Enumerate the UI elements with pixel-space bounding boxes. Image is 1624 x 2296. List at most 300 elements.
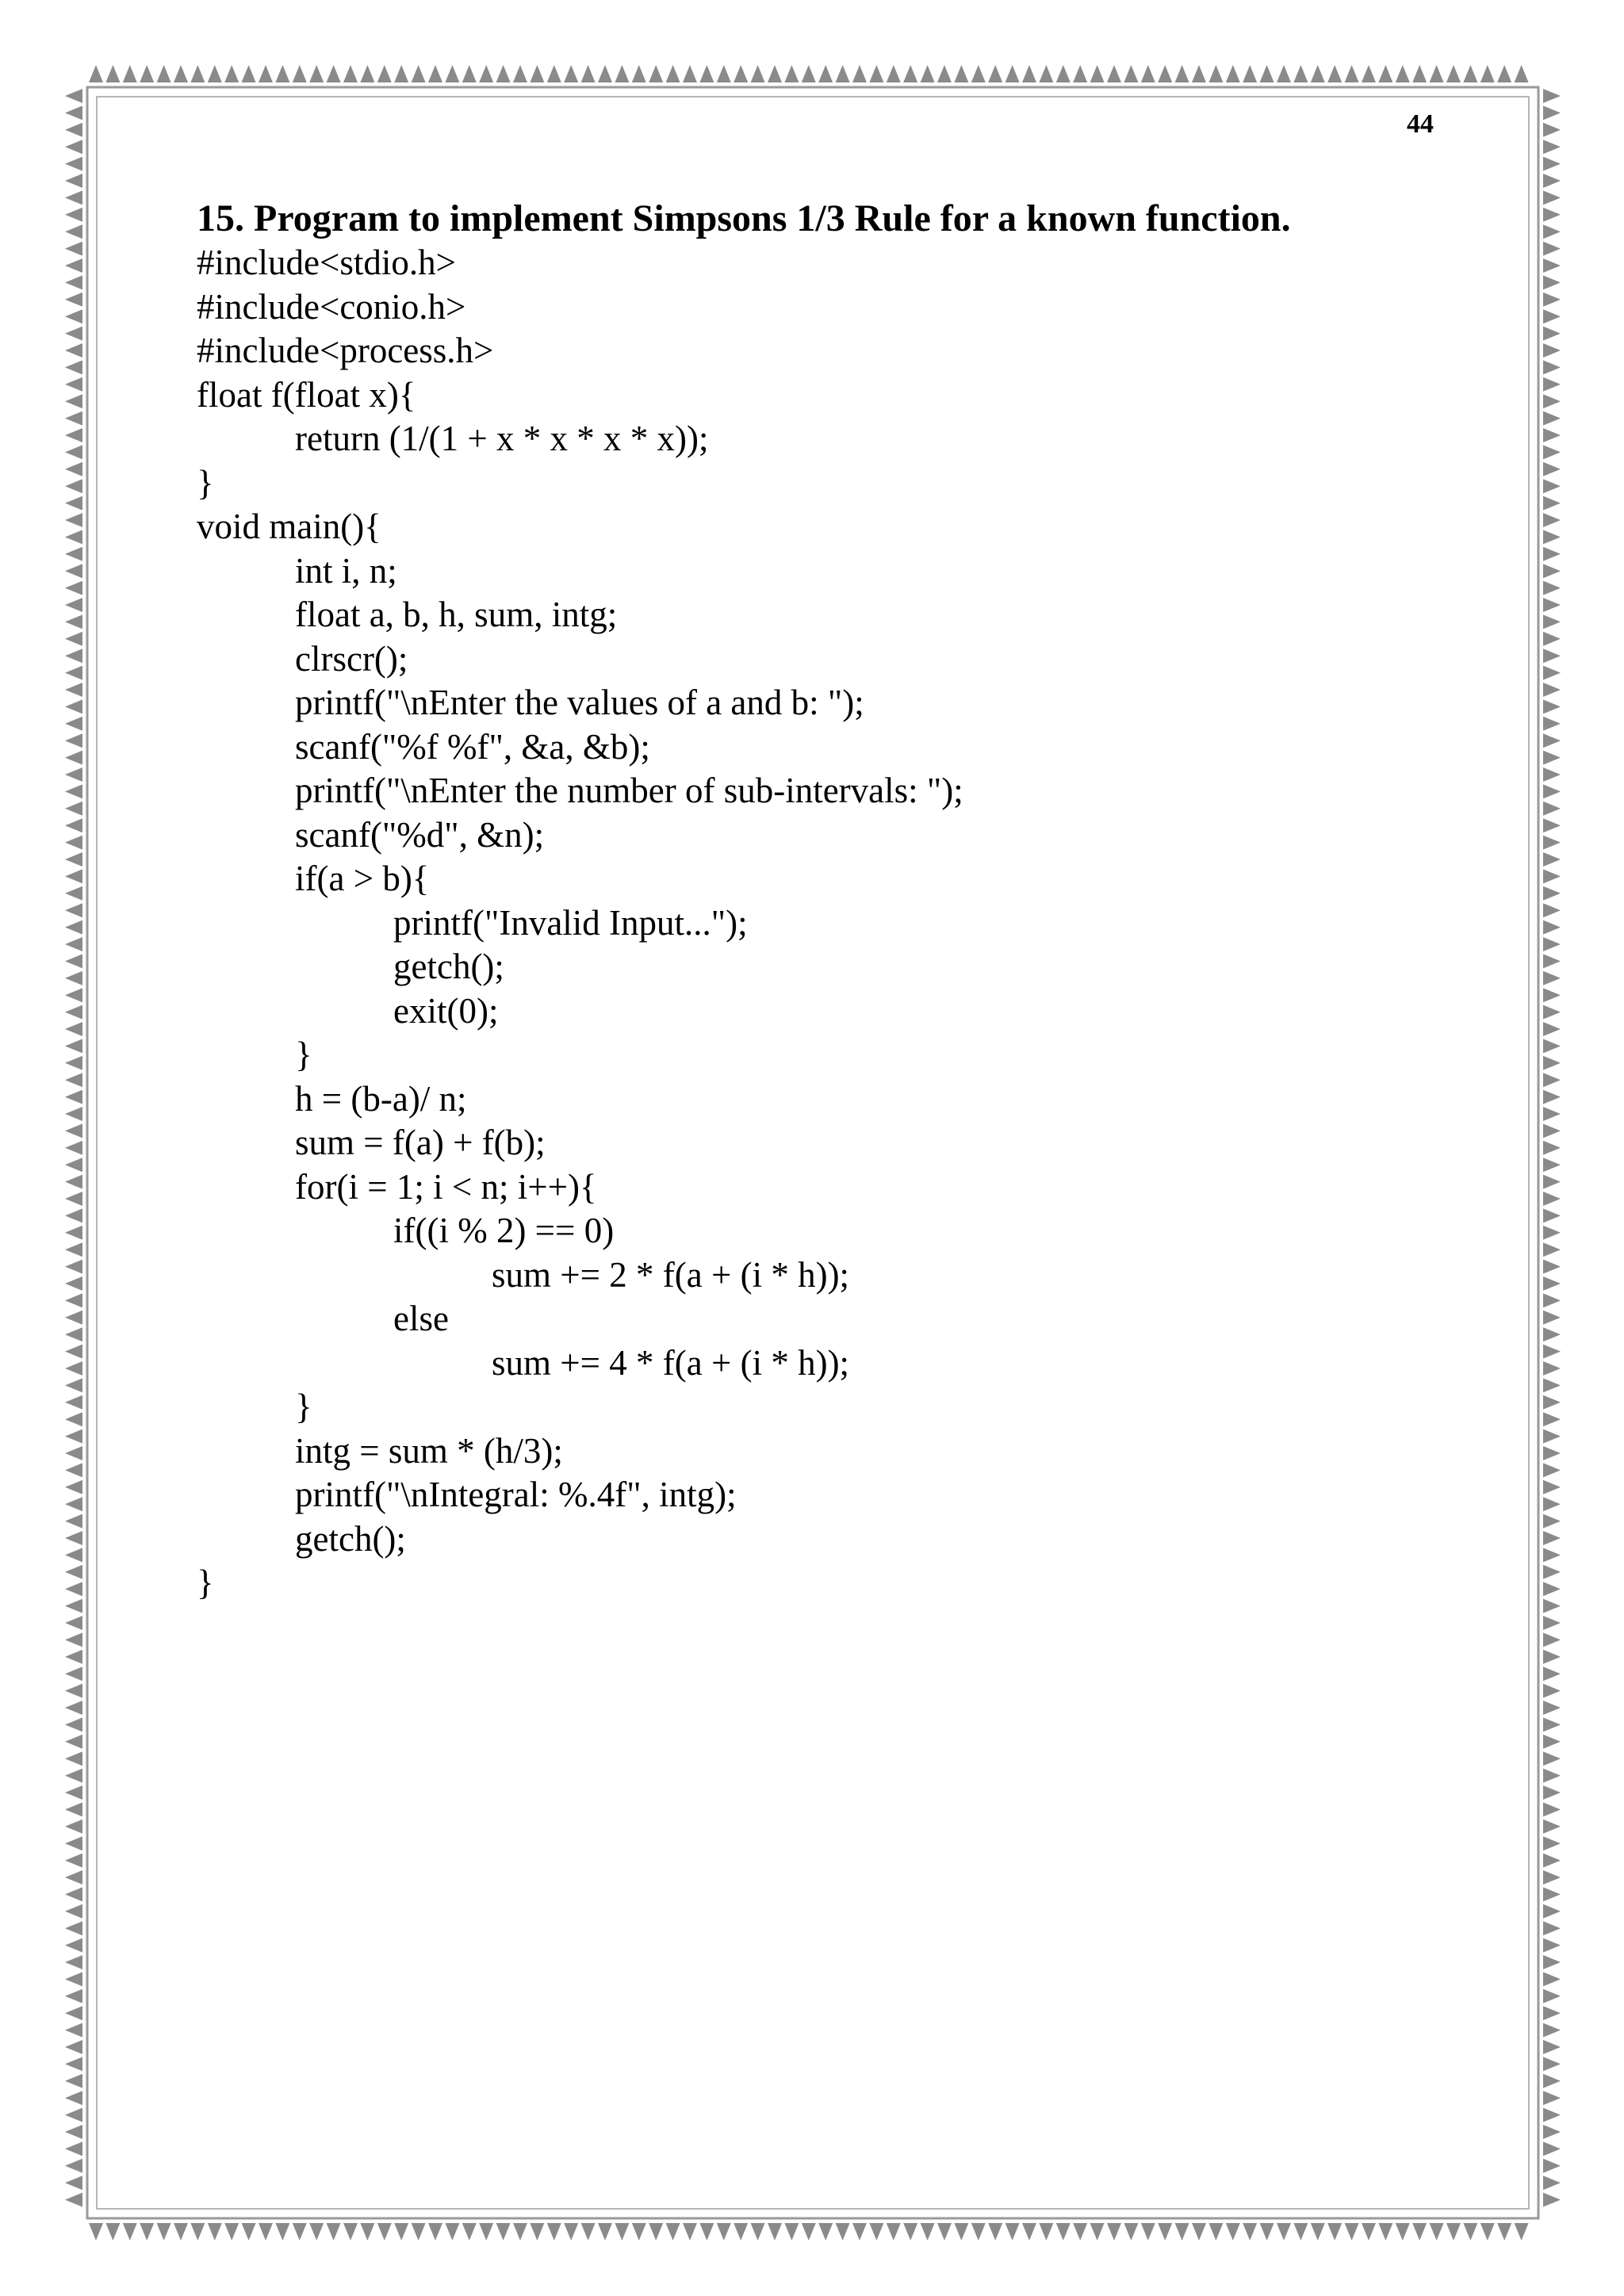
border-triangle — [1543, 360, 1561, 374]
border-triangle — [1497, 2223, 1511, 2241]
border-triangle — [65, 1972, 82, 1986]
border-triangle — [462, 2223, 477, 2241]
code-line: exit(0); — [393, 990, 499, 1031]
border-triangle — [1543, 751, 1561, 765]
border-triangle — [1543, 1887, 1561, 1901]
border-triangle — [65, 123, 82, 137]
border-triangle — [1124, 2223, 1138, 2241]
border-triangle — [1543, 1955, 1561, 1969]
border-triangle — [1311, 2223, 1325, 2241]
code-line: if(a > b){ — [295, 859, 430, 898]
border-triangle — [802, 65, 816, 82]
border-triangle — [615, 2223, 629, 2241]
border-triangle — [1543, 767, 1561, 782]
border-triangle — [1208, 2223, 1223, 2241]
border-triangle — [1543, 428, 1561, 442]
border-triangle — [768, 2223, 782, 2241]
border-triangle — [140, 65, 154, 82]
border-triangle — [1543, 2074, 1561, 2088]
border-triangle — [65, 1022, 82, 1036]
border-triangle — [1543, 598, 1561, 612]
border-triangle — [65, 157, 82, 171]
border-triangle — [65, 717, 82, 731]
border-triangle — [598, 2223, 612, 2241]
border-triangle — [699, 65, 714, 82]
border-triangle — [65, 1497, 82, 1511]
border-triangle — [309, 2223, 324, 2241]
border-triangle — [65, 496, 82, 511]
code-line: } — [295, 1387, 312, 1426]
border-triangle — [1515, 65, 1529, 82]
code-line: else — [393, 1299, 449, 1338]
border-triangle — [869, 65, 883, 82]
border-triangle — [65, 513, 82, 527]
border-triangle — [1543, 462, 1561, 476]
border-triangle — [1543, 2175, 1561, 2190]
border-triangle — [65, 632, 82, 646]
border-triangle — [1543, 327, 1561, 341]
code-line: printf("\nEnter the number of sub-intervals: "); — [295, 771, 963, 810]
border-triangle — [1543, 1480, 1561, 1494]
border-triangle — [377, 65, 392, 82]
border-triangle — [1543, 242, 1561, 256]
border-triangle — [65, 1446, 82, 1460]
border-triangle — [1543, 140, 1561, 154]
code-line: printf("Invalid Input..."); — [393, 902, 748, 943]
border-triangle — [65, 683, 82, 697]
border-triangle — [852, 65, 867, 82]
border-triangle — [1543, 1260, 1561, 1274]
border-triangle — [65, 1395, 82, 1410]
border-triangle — [1543, 1565, 1561, 1579]
border-triangle — [1543, 411, 1561, 426]
border-triangle — [1543, 1735, 1561, 1749]
border-triangle — [105, 2223, 120, 2241]
border-triangle — [1543, 377, 1561, 392]
border-triangle — [1543, 2091, 1561, 2105]
border-triangle — [615, 65, 629, 82]
border-triangle — [1543, 1123, 1561, 1138]
border-triangle — [1260, 2223, 1274, 2241]
border-triangle — [1543, 1378, 1561, 1392]
border-triangle — [1480, 65, 1495, 82]
border-triangle — [65, 1378, 82, 1392]
border-triangle — [65, 1345, 82, 1359]
border-triangle — [1158, 2223, 1172, 2241]
border-triangle — [65, 208, 82, 222]
border-triangle — [65, 2074, 82, 2088]
border-triangle — [1543, 784, 1561, 798]
border-triangle — [1362, 65, 1376, 82]
border-triangle — [1543, 903, 1561, 917]
border-triangle — [65, 1921, 82, 1935]
border-triangle — [1543, 1599, 1561, 1613]
border-triangle — [65, 1870, 82, 1885]
border-triangle — [343, 65, 358, 82]
border-triangle — [513, 2223, 527, 2241]
border-triangle — [1412, 65, 1427, 82]
border-triangle — [65, 1717, 82, 1732]
border-triangle — [1192, 2223, 1206, 2241]
border-triangle — [717, 2223, 731, 2241]
code-line: sum += 2 * f(a + (i * h)); — [492, 1254, 850, 1295]
border-triangle — [1107, 2223, 1121, 2241]
border-triangle — [1543, 666, 1561, 680]
border-triangle — [65, 428, 82, 442]
border-triangle — [1543, 1429, 1561, 1444]
border-triangle — [1293, 65, 1308, 82]
border-triangle — [1543, 157, 1561, 171]
border-triangle — [1260, 65, 1274, 82]
border-triangle — [65, 1751, 82, 1766]
border-triangle — [971, 2223, 986, 2241]
border-triangle — [65, 377, 82, 392]
border-triangle — [65, 1412, 82, 1426]
border-triangle — [1056, 65, 1071, 82]
page-number: 44 — [1407, 109, 1434, 139]
border-triangle — [581, 2223, 596, 2241]
border-triangle — [1226, 65, 1240, 82]
border-triangle — [65, 1208, 82, 1223]
code-line: printf("\nIntegral: %.4f", intg); — [295, 1475, 737, 1514]
border-triangle — [242, 2223, 256, 2241]
border-triangle — [666, 65, 680, 82]
code-line: } — [197, 462, 214, 503]
border-triangle — [1543, 954, 1561, 968]
border-triangle — [1543, 2193, 1561, 2207]
border-triangle — [547, 65, 561, 82]
border-triangle — [412, 2223, 426, 2241]
border-triangle — [1293, 2223, 1308, 2241]
border-triangle — [1543, 1022, 1561, 1036]
code-line: } — [295, 1035, 312, 1074]
border-triangle — [818, 65, 833, 82]
border-triangle — [157, 65, 171, 82]
border-triangle — [836, 65, 850, 82]
border-triangle — [309, 65, 324, 82]
border-triangle — [1543, 1463, 1561, 1477]
border-triangle — [123, 2223, 137, 2241]
border-triangle — [1073, 2223, 1087, 2241]
border-triangle — [65, 903, 82, 917]
border-triangle — [65, 1701, 82, 1715]
border-triangle — [1543, 513, 1561, 527]
border-triangle — [65, 836, 82, 850]
code-line: getch(); — [393, 947, 504, 986]
border-triangle — [65, 1785, 82, 1800]
border-triangle — [89, 2223, 103, 2241]
border-triangle — [65, 733, 82, 748]
border-triangle — [1208, 65, 1223, 82]
border-triangle — [1497, 65, 1511, 82]
border-triangle — [293, 65, 307, 82]
border-triangle — [65, 2023, 82, 2038]
border-triangle — [242, 65, 256, 82]
border-triangle — [65, 258, 82, 273]
border-triangle — [1543, 1820, 1561, 1834]
border-triangle — [1192, 65, 1206, 82]
border-triangle — [1090, 2223, 1105, 2241]
border-triangle — [259, 2223, 273, 2241]
border-triangle — [1543, 1395, 1561, 1410]
border-triangle — [1005, 2223, 1020, 2241]
border-triangle — [530, 65, 544, 82]
border-triangle — [65, 394, 82, 408]
border-triangle — [1543, 89, 1561, 103]
border-triangle — [1543, 632, 1561, 646]
border-triangle — [157, 2223, 171, 2241]
border-triangle — [65, 2091, 82, 2105]
border-triangle — [1543, 1107, 1561, 1121]
border-triangle — [65, 360, 82, 374]
border-triangle — [65, 1005, 82, 1020]
border-triangle — [1175, 65, 1189, 82]
border-triangle — [1543, 1717, 1561, 1732]
border-triangle — [988, 2223, 1002, 2241]
border-triangle — [1243, 2223, 1257, 2241]
border-triangle — [65, 1480, 82, 1494]
border-triangle — [65, 1123, 82, 1138]
border-triangle — [428, 65, 442, 82]
border-triangle — [105, 65, 120, 82]
border-triangle — [1543, 802, 1561, 816]
border-triangle — [1543, 1192, 1561, 1206]
border-triangle — [65, 2175, 82, 2190]
border-triangle — [1543, 1870, 1561, 1885]
border-triangle — [65, 699, 82, 714]
border-triangle — [1543, 258, 1561, 273]
border-triangle — [530, 2223, 544, 2241]
code-listing — [197, 241, 1465, 1605]
border-triangle — [65, 1327, 82, 1341]
border-triangle — [65, 1548, 82, 1562]
border-triangle — [1107, 65, 1121, 82]
border-triangle — [1543, 614, 1561, 629]
border-triangle — [1430, 65, 1444, 82]
code-line: clrscr(); — [295, 638, 408, 679]
border-triangle — [1175, 2223, 1189, 2241]
border-triangle — [1543, 1412, 1561, 1426]
border-triangle — [343, 2223, 358, 2241]
border-triangle — [768, 65, 782, 82]
border-triangle — [65, 530, 82, 544]
border-triangle — [564, 65, 578, 82]
border-triangle — [65, 327, 82, 341]
border-triangle — [1543, 988, 1561, 1002]
border-triangle — [65, 1735, 82, 1749]
border-triangle — [65, 1887, 82, 1901]
code-line: getch(); — [295, 1518, 406, 1559]
border-triangle — [65, 581, 82, 595]
border-triangle — [921, 2223, 935, 2241]
border-triangle — [65, 547, 82, 561]
code-line: if((i % 2) == 0) — [393, 1211, 615, 1250]
border-triangle — [65, 598, 82, 612]
code-line: #include<conio.h> — [197, 286, 466, 327]
border-triangle — [496, 65, 511, 82]
border-triangle — [65, 1107, 82, 1121]
border-triangle — [65, 275, 82, 289]
border-triangle — [360, 2223, 374, 2241]
border-triangle — [1543, 1039, 1561, 1053]
border-triangle — [1543, 699, 1561, 714]
border-triangle — [1543, 1989, 1561, 2003]
border-triangle — [1543, 208, 1561, 222]
border-triangle — [65, 343, 82, 358]
border-triangle — [733, 2223, 748, 2241]
border-triangle — [1311, 65, 1325, 82]
border-triangle — [65, 1854, 82, 1868]
code-line: void main(){ — [197, 507, 381, 546]
border-triangle — [683, 65, 697, 82]
border-triangle — [1543, 2040, 1561, 2054]
border-triangle — [751, 2223, 765, 2241]
border-triangle — [1543, 496, 1561, 511]
border-triangle — [1543, 1327, 1561, 1341]
border-triangle — [1543, 1158, 1561, 1172]
border-triangle — [1543, 1616, 1561, 1630]
border-triangle — [65, 1361, 82, 1376]
border-triangle — [513, 65, 527, 82]
border-triangle — [1543, 190, 1561, 205]
border-triangle — [1543, 1005, 1561, 1020]
border-triangle — [1543, 1751, 1561, 1766]
border-triangle — [1396, 2223, 1410, 2241]
border-triangle — [1543, 1073, 1561, 1087]
border-triangle — [65, 1463, 82, 1477]
border-triangle — [65, 1769, 82, 1783]
border-triangle — [581, 65, 596, 82]
border-triangle — [1543, 1293, 1561, 1307]
border-triangle — [1543, 2125, 1561, 2139]
border-triangle — [1543, 445, 1561, 459]
border-triangle — [65, 767, 82, 782]
border-triangle — [327, 65, 341, 82]
border-triangle — [65, 751, 82, 765]
border-triangle — [327, 2223, 341, 2241]
border-triangle — [1022, 2223, 1036, 2241]
border-triangle — [65, 2193, 82, 2207]
border-triangle — [65, 1667, 82, 1681]
border-triangle — [65, 2006, 82, 2020]
border-triangle — [65, 190, 82, 205]
border-triangle — [887, 2223, 901, 2241]
border-triangle — [65, 1955, 82, 1969]
code-line: float f(float x){ — [197, 374, 416, 415]
border-triangle — [65, 1989, 82, 2003]
border-triangle — [988, 65, 1002, 82]
code-line: #include<process.h> — [197, 331, 494, 370]
border-triangle — [1543, 581, 1561, 595]
border-triangle — [1543, 1548, 1561, 1562]
border-triangle — [65, 614, 82, 629]
border-triangle — [1543, 971, 1561, 985]
border-triangle — [496, 2223, 511, 2241]
border-triangle — [1480, 2223, 1495, 2241]
border-triangle — [1543, 818, 1561, 832]
border-triangle — [1543, 1650, 1561, 1664]
border-right-triangles — [1543, 89, 1561, 2207]
border-triangle — [65, 1599, 82, 1613]
border-triangle — [1543, 1836, 1561, 1850]
border-triangle — [717, 65, 731, 82]
border-triangle — [65, 988, 82, 1002]
border-triangle — [65, 886, 82, 901]
border-triangle — [1543, 869, 1561, 883]
border-triangle — [1543, 1785, 1561, 1800]
border-triangle — [1543, 1276, 1561, 1291]
border-triangle — [275, 2223, 289, 2241]
border-triangle — [65, 1904, 82, 1919]
code-line: sum += 4 * f(a + (i * h)); — [492, 1342, 850, 1383]
border-triangle — [65, 1616, 82, 1630]
border-triangle — [1543, 1056, 1561, 1070]
code-line: intg = sum * (h/3); — [295, 1430, 563, 1471]
border-triangle — [275, 65, 289, 82]
border-triangle — [479, 2223, 493, 2241]
border-triangle — [394, 65, 408, 82]
border-triangle — [208, 2223, 222, 2241]
border-triangle — [1543, 683, 1561, 697]
border-triangle — [224, 2223, 239, 2241]
border-triangle — [1022, 65, 1036, 82]
border-triangle — [1543, 1226, 1561, 1240]
border-triangle — [1543, 920, 1561, 935]
border-triangle — [887, 65, 901, 82]
border-triangle — [802, 2223, 816, 2241]
border-triangle — [1543, 1582, 1561, 1596]
border-triangle — [1543, 2023, 1561, 2038]
border-triangle — [65, 1531, 82, 1545]
border-triangle — [65, 174, 82, 188]
border-triangle — [1543, 564, 1561, 578]
border-triangle — [65, 1938, 82, 1953]
border-triangle — [1378, 65, 1392, 82]
border-triangle — [1543, 836, 1561, 850]
border-triangle — [666, 2223, 680, 2241]
border-triangle — [65, 2159, 82, 2173]
border-triangle — [1543, 1904, 1561, 1919]
border-triangle — [1543, 2159, 1561, 2173]
code-line: #include<stdio.h> — [197, 243, 456, 282]
border-triangle — [65, 1039, 82, 1053]
border-triangle — [784, 2223, 799, 2241]
border-top-triangles — [89, 65, 1529, 82]
border-triangle — [1543, 1345, 1561, 1359]
border-triangle — [683, 2223, 697, 2241]
border-triangle — [852, 2223, 867, 2241]
border-triangle — [1378, 2223, 1392, 2241]
border-triangle — [1543, 343, 1561, 358]
border-triangle — [1543, 1090, 1561, 1104]
border-triangle — [1543, 1361, 1561, 1376]
border-triangle — [1543, 1972, 1561, 1986]
border-triangle — [65, 649, 82, 663]
border-triangle — [65, 1514, 82, 1529]
border-triangle — [1543, 733, 1561, 748]
border-triangle — [1345, 2223, 1359, 2241]
border-triangle — [65, 954, 82, 968]
border-triangle — [65, 2057, 82, 2071]
border-triangle — [65, 869, 82, 883]
border-triangle — [1039, 2223, 1053, 2241]
border-triangle — [1543, 1921, 1561, 1935]
border-triangle — [65, 564, 82, 578]
border-triangle — [1543, 1446, 1561, 1460]
border-triangle — [174, 65, 188, 82]
border-triangle — [65, 411, 82, 426]
border-triangle — [1543, 1242, 1561, 1257]
